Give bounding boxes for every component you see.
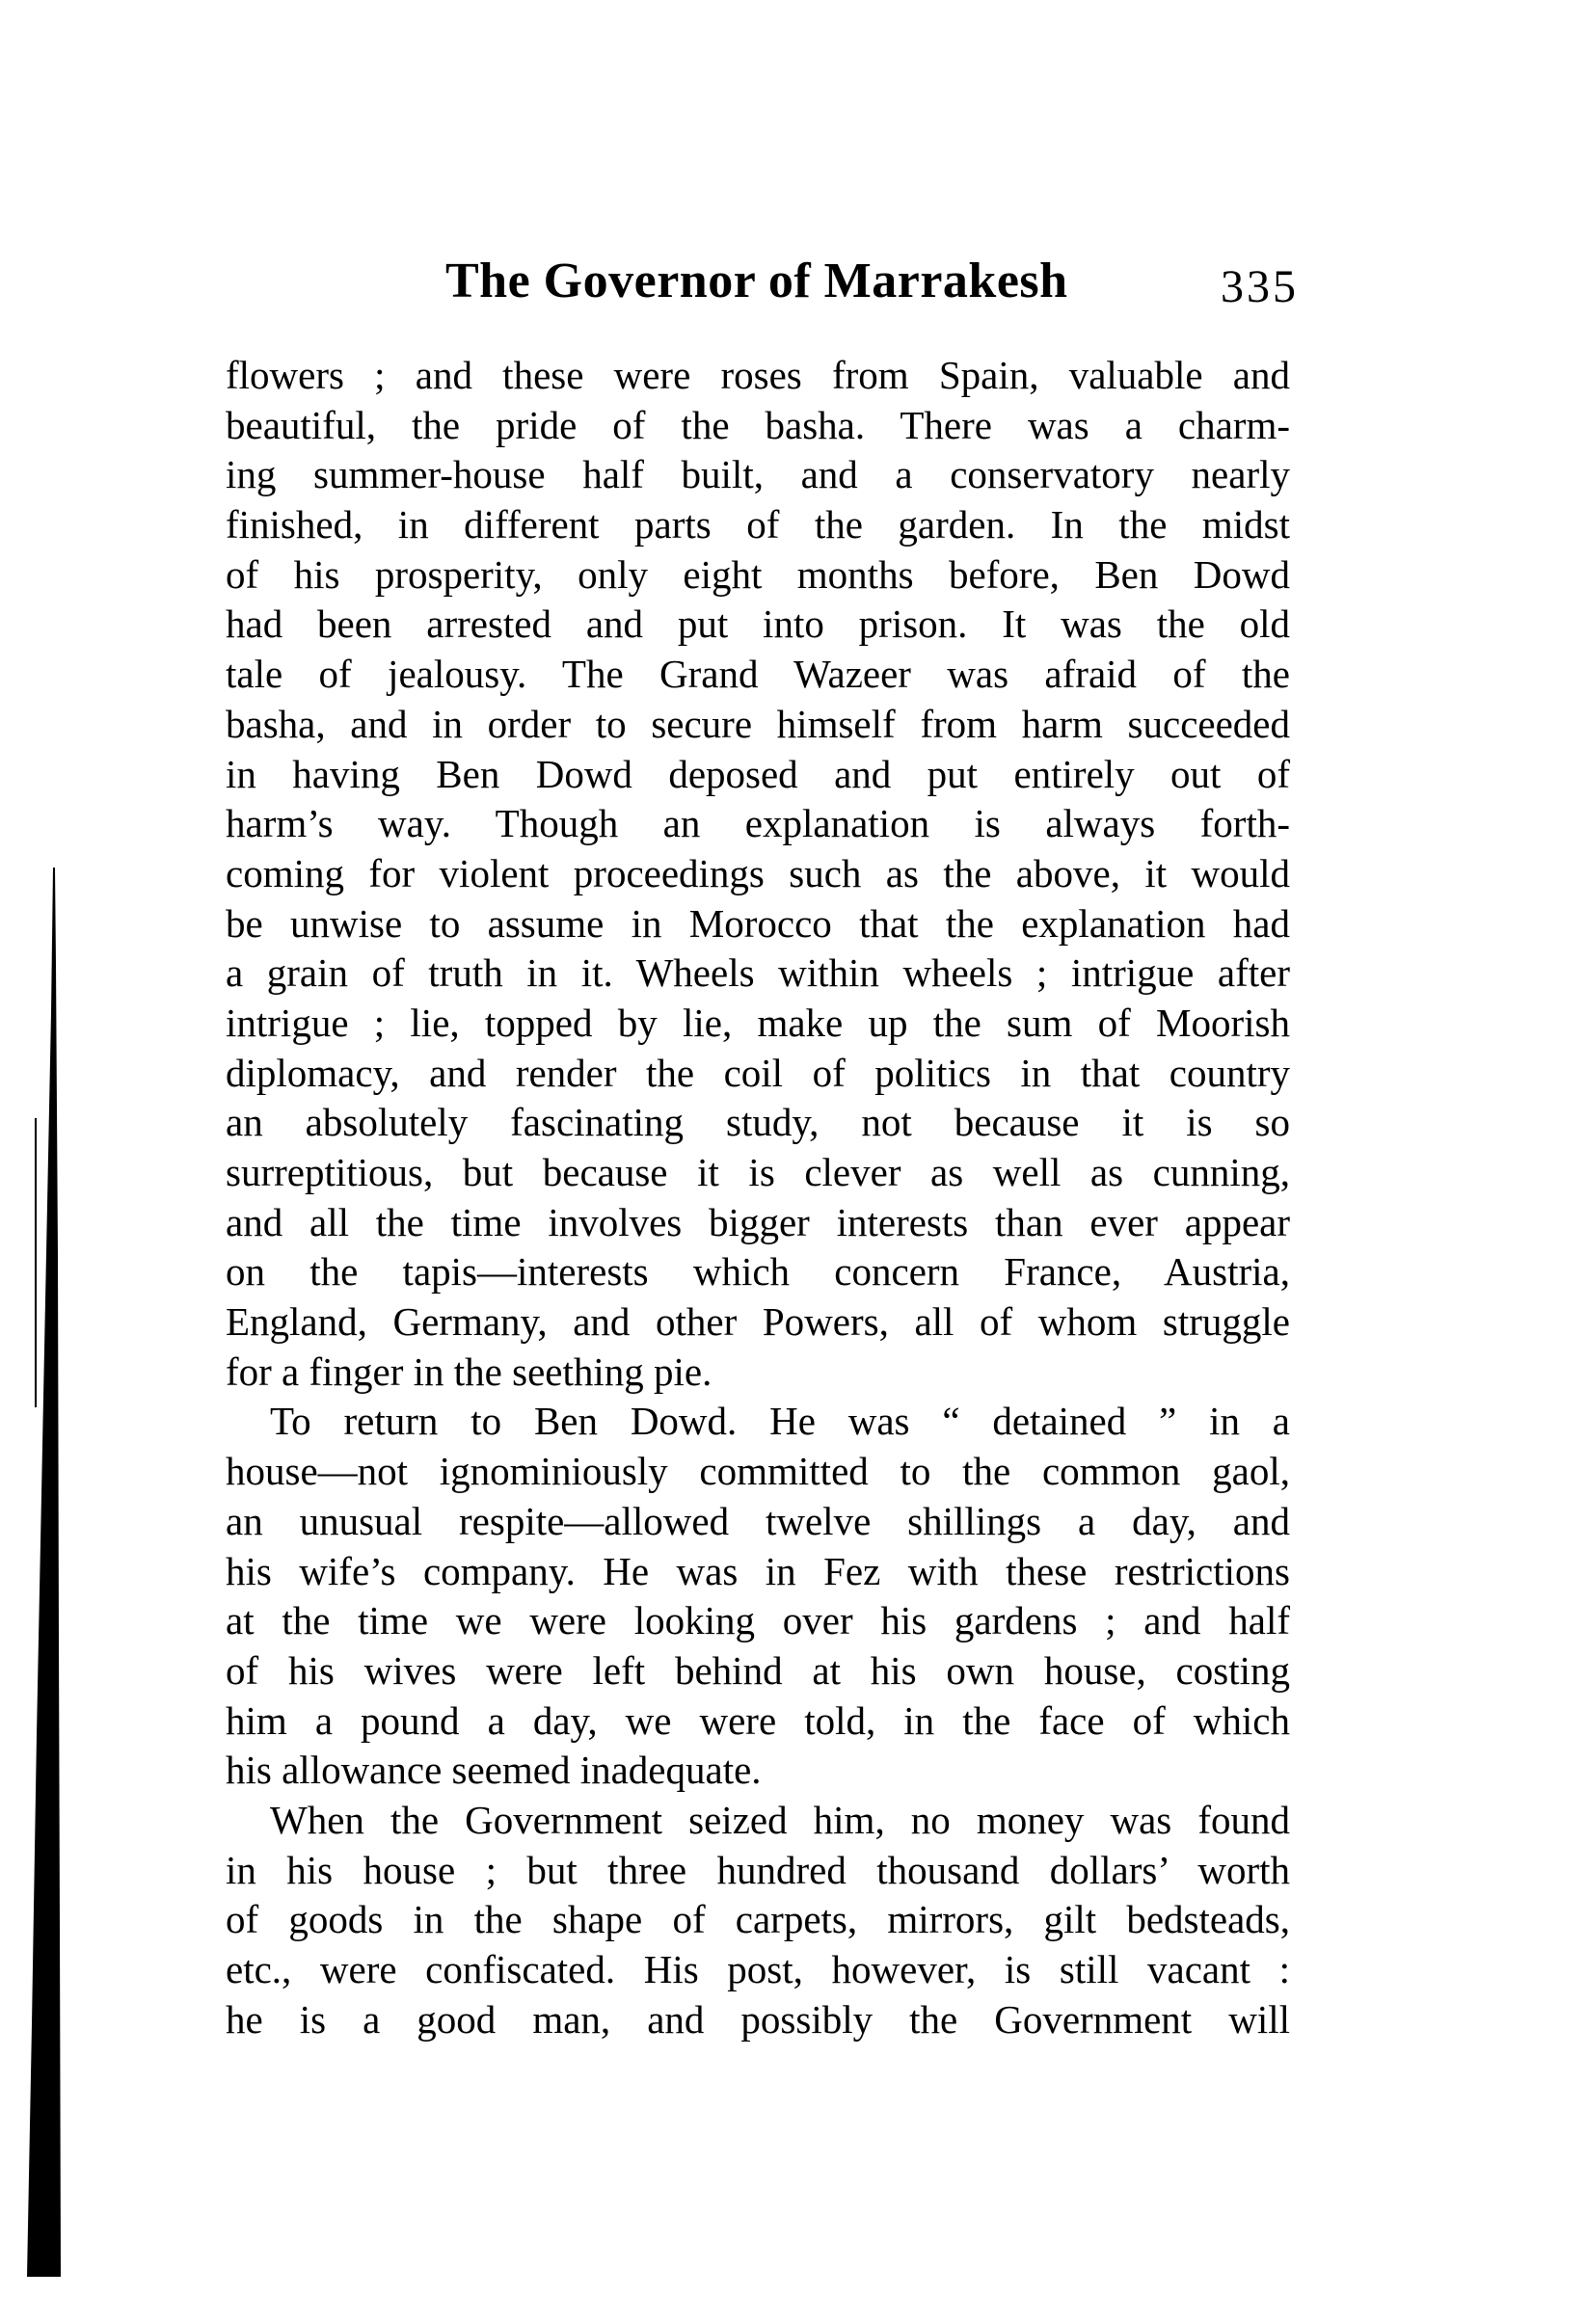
text-line: his wife’s company. He was in Fez with these restrictions: [226, 1548, 1290, 1593]
text-line: he is a good man, and possibly the Government will: [226, 1996, 1290, 2042]
text-line: had been arrested and put into prison. It was the old: [226, 601, 1290, 647]
binding-shadow-hairline: [35, 1118, 37, 1407]
text-line: intrigue ; lie, topped by lie, make up the sum of Moorish: [226, 1000, 1290, 1045]
text-line: England, Germany, and other Powers, all of whom struggle: [226, 1299, 1290, 1345]
text-line: him a pound a day, we were told, in the face of which: [226, 1697, 1290, 1743]
text-line: at the time we were looking over his gardens ; and half: [226, 1598, 1290, 1643]
text-line: When the Government seized him, no money was found: [270, 1797, 1290, 1842]
page-number: 335: [1221, 261, 1299, 312]
text-line: ing summer-house half built, and a conservatory nearly: [226, 452, 1290, 497]
text-line: and all the time involves bigger interests than ever appear: [226, 1199, 1290, 1244]
text-line: of his wives were left behind at his own house, costing: [226, 1647, 1290, 1693]
text-line: in having Ben Dowd deposed and put entirely out of: [226, 751, 1290, 796]
text-line: diplomacy, and render the coil of politics in that country: [226, 1050, 1290, 1095]
paragraph: [226, 1397, 1290, 1796]
text-line: flowers ; and these were roses from Spain, valuable and: [226, 353, 1290, 397]
binding-shadow-shape: [27, 868, 61, 2277]
text-line: be unwise to assume in Morocco that the explanation had: [226, 900, 1290, 946]
scan-binding-shadow: [0, 0, 77, 2324]
text-line: for a finger in the seething pie.: [226, 1349, 712, 1394]
text-line: an unusual respite—allowed twelve shillings a day, and: [226, 1498, 1290, 1543]
body-text: [226, 351, 1290, 2044]
running-head: The Governor of Marrakesh: [445, 254, 1068, 308]
text-line: his allowance seemed inadequate.: [226, 1748, 762, 1793]
text-line: finished, in different parts of the garden. In the midst: [226, 502, 1290, 548]
paragraph: [226, 351, 1290, 1397]
text-line: etc., were confiscated. His post, however, is still vacant :: [226, 1947, 1290, 1991]
text-line: a grain of truth in it. Wheels within wheels ; intrigue after: [226, 950, 1290, 996]
text-line: basha, and in order to secure himself from harm succeeded: [226, 701, 1290, 746]
text-line: an absolutely fascinating study, not because it is so: [226, 1100, 1290, 1145]
text-line: harm’s way. Though an explanation is always forth-: [226, 801, 1290, 846]
text-line: house—not ignominiously committed to the common gaol,: [226, 1449, 1290, 1494]
paragraph: [226, 1796, 1290, 2044]
text-line: coming for violent proceedings such as the above, it would: [226, 850, 1290, 895]
text-line: of goods in the shape of carpets, mirrors, gilt bedsteads,: [226, 1897, 1290, 1942]
text-line: tale of jealousy. The Grand Wazeer was afraid of the: [226, 652, 1290, 697]
text-line: surreptitious, but because it is clever as well as cunning,: [226, 1150, 1290, 1194]
text-line: in his house ; but three hundred thousand dollars’ worth: [226, 1847, 1290, 1892]
text-line: of his prosperity, only eight months before, Ben Dowd: [226, 551, 1290, 597]
text-line: on the tapis—interests which concern France, Austria,: [226, 1249, 1290, 1295]
text-line: To return to Ben Dowd. He was “ detained ” in a: [270, 1399, 1290, 1444]
text-line: beautiful, the pride of the basha. There was a charm-: [226, 402, 1290, 447]
